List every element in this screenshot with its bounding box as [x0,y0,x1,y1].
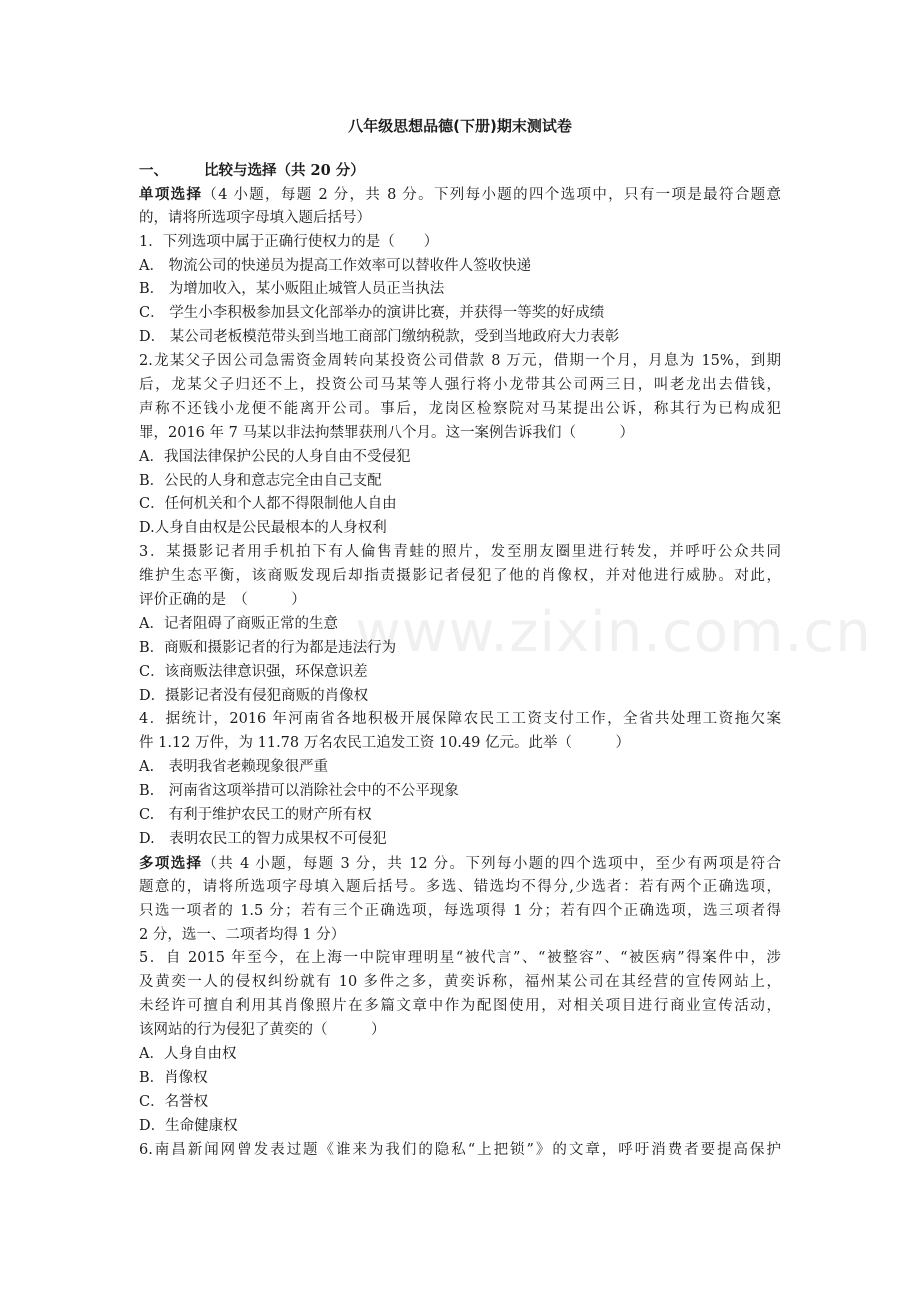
question-stem: 5．自 2015 年至今，在上海一中院审理明星“被代言”、“被整容”、“被医病”得案件中，涉 [139,950,781,967]
option-d: D． 某公司老板模范带头到当地工商部门缴纳税款，受到当地政府大力表彰 [139,329,620,346]
option-b: B．商贩和摄影记者的行为都是违法行为 [139,639,397,656]
option-c: C．名誉权 [139,1093,209,1110]
option-d: D．生命健康权 [139,1117,238,1134]
instruction-line: 题意的，请将所选项字母填入题后括号。多选、错选均不得分,少选者：若有两个正确选项， [139,878,781,895]
option-b: B. 河南省这项举措可以消除社会中的不公平现象 [139,783,459,800]
multi-choice-label: 多项选择 [139,854,203,872]
option-b: B．肖像权 [139,1069,208,1086]
instruction-line: 2 分，选一、二项者均得 1 分） [139,926,346,943]
instruction-line: 只选一项者的 1.5 分；若有三个正确选项，每选项得 1 分；若有四个正确选项，选三项者得 [139,902,781,919]
option-c: C．该商贩法律意识强，环保意识差 [139,663,368,680]
option-a: A. 表明我省老赖现象很严重 [139,759,329,776]
question-stem: 该网站的行为侵犯了黄奕的（ ） [139,1022,386,1039]
option-a: A． 物流公司的快递员为提高工作效率可以替收件人签收快递 [139,257,532,274]
question-stem: 3．某摄影记者用手机拍下有人倫售青蛙的照片，发至朋友圈里进行转发，并呼吁公众共同 [139,544,781,561]
question-stem: 2.龙某父子因公司急需资金周转向某投资公司借款 8 万元，借期一个月，月息为 15%，到期 [139,353,781,370]
question-stem: 维护生态平衡，该商贩发现后却指责摄影记者侵犯了他的肖像权，并对他进行威胁。对此， [139,568,781,585]
question-stem: 评价正确的是 （ ） [139,592,306,609]
question-stem: 后，龙某父子归还不上，投资公司马某等人强行将小龙带其公司两三日，叫老龙出去借钱， [139,377,781,394]
single-choice-label: 单项选择 [139,185,203,203]
watermark: www.zixin.com.cn [355,600,872,665]
option-b: B．公民的人身和意志完全由自己支配 [139,472,382,489]
instruction-line: 的，请将所选项字母填入题后括号） [139,209,371,226]
option-c: C． 学生小李积极参加县文化部举办的演讲比赛，并获得一等奖的好成绩 [139,305,605,322]
option-a: A．人身自由权 [139,1045,237,1062]
option-d: D．摄影记者没有侵犯商贩的肖像权 [139,687,369,704]
option-d: D.人身自由权是公民最根本的人身权利 [139,520,387,537]
option-c: C．任何机关和个人都不得限制他人自由 [139,496,397,513]
section-heading [139,159,781,183]
question-stem: 声称不还钱小龙便不能离开公司。事后，龙岗区检察院对马某提出公诉，称其行为已构成犯 [139,400,781,417]
option-c: C. 有利于维护农民工的财产所有权 [139,807,372,824]
question-stem: 罪，2016 年 7 马某以非法拘禁罪获刑八个月。这一案例告诉我们（ ） [139,424,634,441]
section-title: 比较与选择（共 20 分） [204,162,365,179]
question-stem: 件 1.12 万件，为 11.78 万名农民工追发工资 10.49 亿元。此举（ ） [139,735,630,752]
question-stem: 未经许可擅自利用其肖像照片在多篇文章中作为配图使用，对相关项目进行商业宣传活动， [139,998,781,1015]
question-stem: 6.南昌新闻网曾发表过题《谁来为我们的隐私“上把锁”》的文章，呼吁消费者要提高保护 [139,1141,781,1158]
single-choice-instructions: 单项选择（4 小题，每题 2 分，共 8 分。下列每小题的四个选项中，只有一项是最符合题意 [139,185,782,203]
option-b: B． 为增加收入，某小贩阻止城管人员正当执法 [139,281,445,298]
exam-title: 八年级思想品德(下册)期末测试卷 [348,117,572,135]
question-stem: 4．据统计，2016 年河南省各地积极开展保障农民工工资支付工作，全省共处理工资拖欠案 [139,711,781,728]
option-a: A．记者阻碍了商贩正常的生意 [139,615,338,632]
exam-content [139,159,781,1162]
option-d: D. 表明农民工的智力成果权不可侵犯 [139,830,387,847]
multi-choice-instructions: 多项选择（共 4 小题，每题 3 分，共 12 分。下列每小题的四个选项中，至少有两项是符合 [139,854,782,872]
question-stem: 1．下列选项中属于正确行使权力的是（ ） [139,233,439,250]
section-number: 一、 [139,162,168,179]
question-stem: 及黄奕一人的侵权纠纷就有 10 多件之多，黄奕诉称，福州某公司在其经营的宣传网站上， [139,974,781,991]
option-a: A．我国法律保护公民的人身自由不受侵犯 [139,448,411,465]
